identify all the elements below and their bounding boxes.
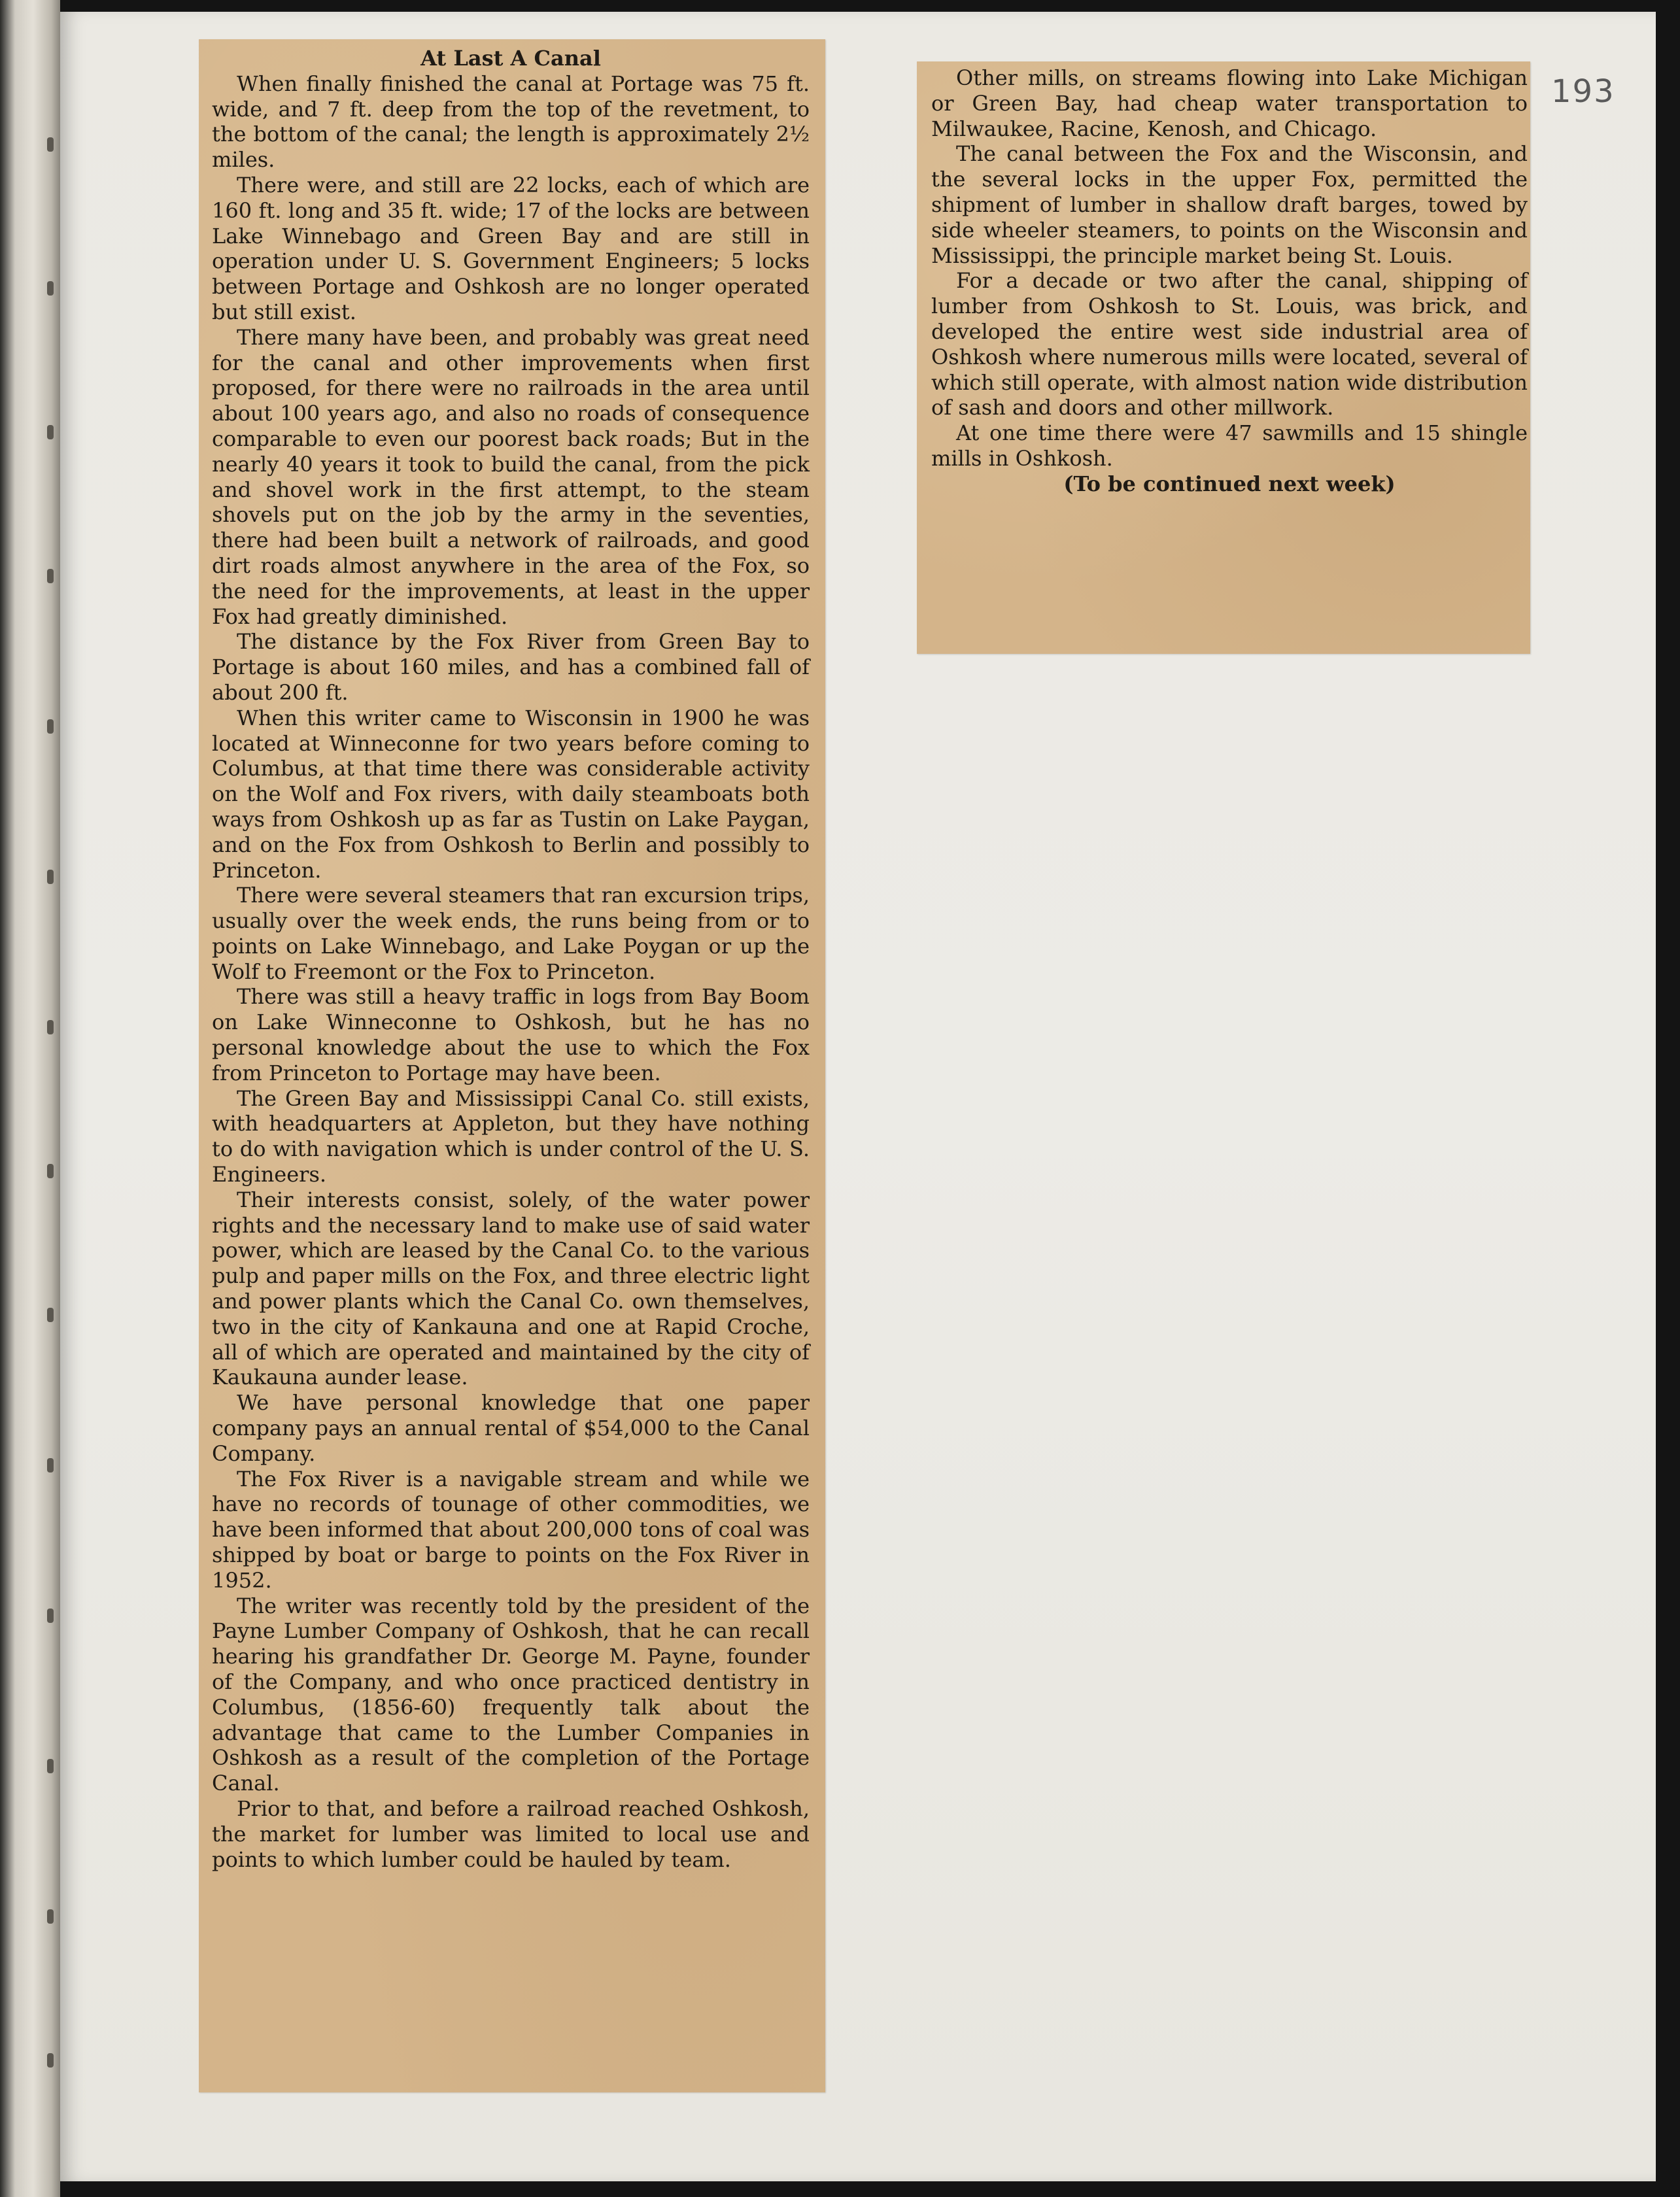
article-column-left	[212, 46, 810, 1872]
binding-hole	[47, 569, 54, 583]
article-paragraph: The distance by the Fox River from Green Bay to Portage is about 160 miles, and has a combined fall of about 200 ft.	[212, 629, 810, 705]
binding-hole	[47, 1164, 54, 1178]
binding-hole	[47, 1609, 54, 1623]
article-paragraph: There were, and still are 22 locks, each of which are 160 ft. long and 35 ft. wide; 17 of the locks are between Lake Winnebago and Green Bay and are still in operation under U. S. Government Engineers; 5 locks between Portage and Oshkosh are no longer operated but still exist.	[212, 172, 810, 324]
article-paragraph: Other mills, on streams flowing into Lake Michigan or Green Bay, had cheap water transportation to Milwaukee, Racine, Kenosh, and Chicago.	[931, 65, 1528, 141]
article-paragraph: The writer was recently told by the president of the Payne Lumber Company of Oshkosh, that he can recall hearing his grandfather Dr. George M. Payne, founder of the Company, and who once practiced dentistry in Columbus, (1856-60) frequently talk about the advantage that came to the Lumber Companies in Oshkosh as a result of the completion of the Portage Canal.	[212, 1593, 810, 1796]
article-paragraph: The canal between the Fox and the Wisconsin, and the several locks in the upper Fox, permitted the shipment of lumber in shallow draft barges, towed by side wheeler steamers, to points on the Wisconsin and Mississippi, the principle market being St. Louis.	[931, 141, 1528, 268]
continued-notice: (To be continued next week)	[1063, 471, 1396, 496]
binding-hole	[47, 1020, 54, 1034]
article-paragraph: Prior to that, and before a railroad reached Oshkosh, the market for lumber was limited to local use and points to which lumber could be hauled by team.	[212, 1796, 810, 1872]
binding-strip	[0, 0, 60, 2197]
binding-hole	[47, 1759, 54, 1773]
article-paragraph: Their interests consist, solely, of the water power rights and the necessary land to make use of said water power, which are leased by the Canal Co. to the various pulp and paper mills on the Fox, and three electric light and power plants which the Canal Co. own themselves, two in the city of Kankauna and one at Rapid Croche, all of which are operated and maintained by the city of Kaukauna aunder lease.	[212, 1187, 810, 1390]
article-paragraph: For a decade or two after the canal, shipping of lumber from Oshkosh to St. Louis, was brick, and developed the entire west side industrial area of Oshkosh where numerous mills were located, several of which still operate, with almost nation wide distribution of sash and doors and other millwork.	[931, 268, 1528, 420]
binding-hole	[47, 1909, 54, 1924]
article-paragraph: The Fox River is a navigable stream and while we have no records of tounage of other commodities, we have been informed that about 200,000 tons of coal was shipped by boat or barge to points on the Fox River in 1952.	[212, 1466, 810, 1593]
article-headline: At Last A Canal	[420, 46, 601, 71]
article-column-right	[931, 65, 1528, 497]
article-paragraph: The Green Bay and Mississippi Canal Co. still exists, with headquarters at Appleton, but they have nothing to do with navigation which is under control of the U. S. Engineers.	[212, 1085, 810, 1187]
article-paragraph: We have personal knowledge that one paper company pays an annual rental of $54,000 to the Canal Company.	[212, 1390, 810, 1466]
binding-hole	[47, 719, 54, 734]
article-paragraph: When finally finished the canal at Portage was 75 ft. wide, and 7 ft. deep from the top of the revetment, to the bottom of the canal; the length is approximately 2½ miles.	[212, 71, 810, 173]
article-paragraph: There many have been, and probably was great need for the canal and other improvements when first proposed, for there were no railroads in the area until about 100 years ago, and also no roads of consequence comparable to even our poorest back roads; But in the nearly 40 years it took to build the canal, from the pick and shovel work in the first attempt, to the steam shovels put on the job by the army in the seventies, there had been built a network of railroads, and good dirt roads almost anywhere in the area of the Fox, so the need for the improvements, at least in the upper Fox had greatly diminished.	[212, 324, 810, 629]
binding-hole	[47, 870, 54, 884]
binding-hole	[47, 425, 54, 439]
article-paragraph: When this writer came to Wisconsin in 1900 he was located at Winneconne for two years before coming to Columbus, at that time there was considerable activity on the Wolf and Fox rivers, with daily steamboats both ways from Oshkosh up as far as Tustin on Lake Paygan, and on the Fox from Oshkosh to Berlin and possibly to Princeton.	[212, 705, 810, 883]
article-paragraph: There was still a heavy traffic in logs from Bay Boom on Lake Winneconne to Oshkosh, but he has no personal knowledge about the use to which the Fox from Princeton to Portage may have been.	[212, 984, 810, 1085]
article-paragraph: At one time there were 47 sawmills and 15 shingle mills in Oshkosh.	[931, 420, 1528, 471]
binding-hole	[47, 1308, 54, 1322]
binding-hole	[47, 1458, 54, 1473]
binding-hole	[47, 2053, 54, 2068]
binding-hole	[47, 281, 54, 296]
article-paragraph: There were several steamers that ran excursion trips, usually over the week ends, the runs being from or to points on Lake Winnebago, and Lake Poygan or up the Wolf to Freemont or the Fox to Princeton.	[212, 883, 810, 984]
page-number: 193	[1551, 73, 1615, 110]
binding-hole	[47, 137, 54, 152]
